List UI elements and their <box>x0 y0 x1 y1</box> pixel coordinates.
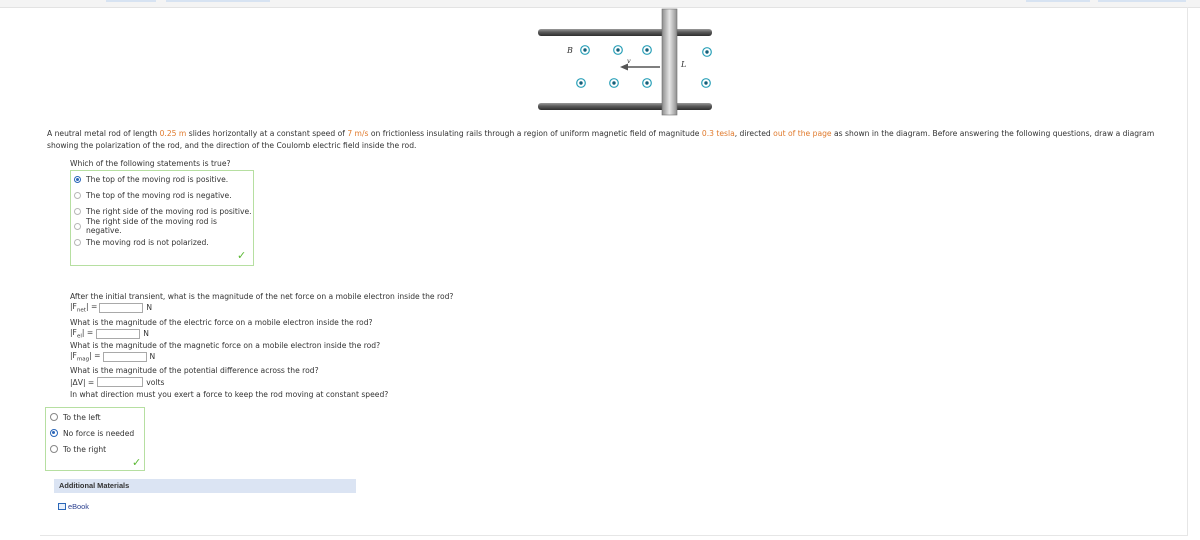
top-tab-1[interactable] <box>106 0 156 2</box>
q2-mag-prompt: What is the magnitude of the magnetic force on a mobile electron inside the rod? <box>70 341 381 350</box>
net-force-input[interactable] <box>99 303 143 313</box>
rod-length-value: 0.25 m <box>159 129 187 138</box>
potential-difference-input[interactable] <box>97 377 143 387</box>
potential-difference-row <box>70 377 164 387</box>
velocity-label: v <box>627 57 631 65</box>
q1-option-3[interactable]: The right side of the moving rod is positive. <box>74 205 252 217</box>
q3-option-right[interactable]: To the right <box>50 443 106 455</box>
q3-answer-box <box>45 407 145 471</box>
q1-option-5[interactable]: The moving rod is not polarized. <box>74 236 209 248</box>
potential-difference-label: |ΔV| = <box>70 377 95 387</box>
top-tab-4[interactable] <box>1098 0 1186 2</box>
additional-materials-header <box>54 479 356 493</box>
net-force-row <box>70 302 152 314</box>
q1-option-1[interactable]: The top of the moving rod is positive. <box>74 173 228 185</box>
field-dot-icon <box>577 79 586 88</box>
q3-option-left[interactable]: To the left <box>50 411 101 423</box>
field-dot-icon <box>643 46 652 55</box>
radio-icon[interactable] <box>74 239 81 246</box>
q1-prompt: Which of the following statements is true? <box>70 159 231 168</box>
field-dot-icon <box>610 79 619 88</box>
ebook-link[interactable]: eBook <box>58 502 89 511</box>
field-dot-icon <box>703 48 712 57</box>
radio-icon[interactable] <box>74 192 81 199</box>
q1-option-4[interactable]: The right side of the moving rod is negative. <box>74 220 253 232</box>
velocity-arrow-icon <box>620 64 660 71</box>
correct-check-icon: ✓ <box>237 249 247 262</box>
q1-option-2[interactable]: The top of the moving rod is negative. <box>74 189 232 201</box>
field-direction-value: out of the page <box>773 129 832 138</box>
net-force-unit: N <box>146 303 152 313</box>
radio-icon[interactable] <box>74 223 81 230</box>
top-tab-2[interactable] <box>166 0 270 2</box>
radio-icon[interactable] <box>50 413 58 421</box>
metal-rod <box>662 9 677 115</box>
q2-dv-prompt: What is the magnitude of the potential difference across the rod? <box>70 366 319 375</box>
electric-force-row <box>70 328 149 340</box>
additional-materials-title: Additional Materials <box>59 481 130 490</box>
net-force-label: $|F_{net}|$ = <box>70 302 98 314</box>
field-magnitude-value: 0.3 tesla <box>701 129 735 138</box>
problem-statement: A neutral metal rod of length 0.25 m slides horizontally at a constant speed of 7 m/s on frictionless insulating rails through a region of uniform magnetic field of magnitude 0.3 tesla, directed out of the page as shown in the diagram. Before answering the following questions, draw a diagram showing the polarization of the rod, and the direction of the Coulomb electric field inside the rod. <box>47 129 1155 150</box>
top-rail <box>538 29 712 36</box>
q1-answer-box <box>70 170 254 266</box>
field-dot-icon <box>643 79 652 88</box>
potential-difference-unit: volts <box>146 377 165 387</box>
electric-force-label: $|F_{el}|$ = <box>70 328 94 340</box>
radio-icon[interactable] <box>74 208 81 215</box>
electric-force-unit: N <box>143 329 149 339</box>
electric-force-input[interactable] <box>96 329 140 339</box>
speed-value: 7 m/s <box>347 129 369 138</box>
field-dot-icon <box>702 79 711 88</box>
q3-option-none[interactable]: No force is needed <box>50 427 134 439</box>
field-dot-icon <box>581 46 590 55</box>
bottom-rail <box>538 103 712 110</box>
field-dot-icon <box>614 46 623 55</box>
radio-selected-icon[interactable] <box>74 176 81 183</box>
book-icon <box>58 503 66 510</box>
q2-net-prompt: After the initial transient, what is the magnitude of the net force on a mobile electron inside the rod? <box>70 292 454 301</box>
correct-check-icon: ✓ <box>132 456 142 469</box>
magnetic-force-unit: N <box>149 352 156 362</box>
radio-icon[interactable] <box>50 445 58 453</box>
radio-selected-icon[interactable] <box>50 429 58 437</box>
frame-border-right <box>1187 7 1188 535</box>
top-tab-3[interactable] <box>1026 0 1090 2</box>
field-label: B <box>567 46 573 55</box>
rod-rail-diagram <box>530 6 730 118</box>
length-label: L <box>681 60 687 69</box>
magnetic-force-row <box>70 351 155 363</box>
q2-direction-prompt: In what direction must you exert a force to keep the rod moving at constant speed? <box>70 390 389 399</box>
frame-border-bottom <box>40 535 1188 536</box>
magnetic-force-input[interactable] <box>103 352 147 362</box>
magnetic-force-label: $|F_{mag}|$ = <box>70 351 101 363</box>
q2-el-prompt: What is the magnitude of the electric force on a mobile electron inside the rod? <box>70 318 373 327</box>
